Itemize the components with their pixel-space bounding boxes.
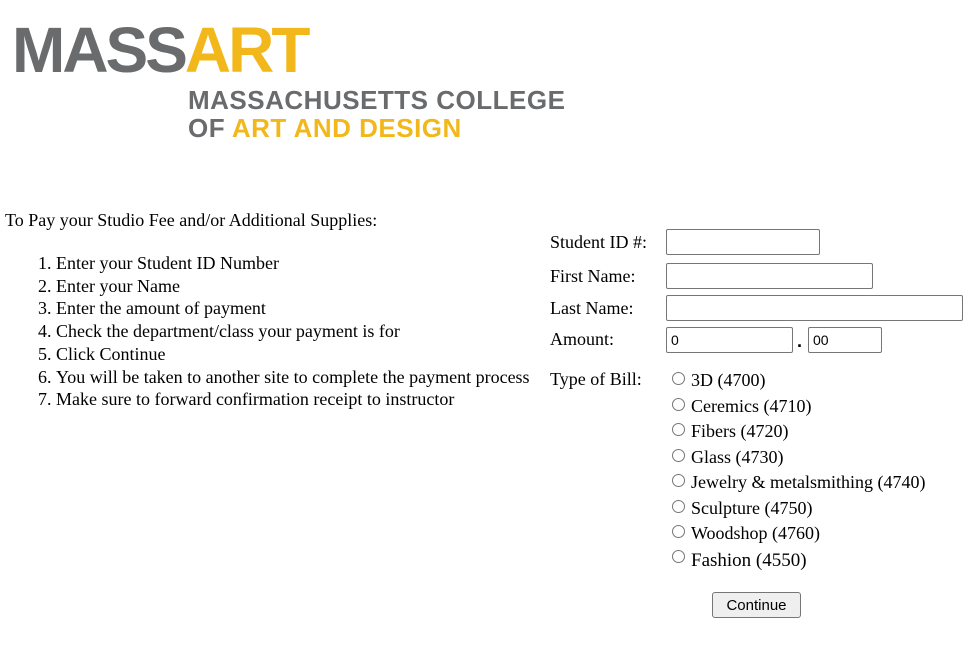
radio-button[interactable]	[672, 474, 685, 487]
radio-button[interactable]	[672, 525, 685, 538]
bill-option-sculpture[interactable]	[672, 497, 812, 519]
bill-option-woodshop[interactable]	[672, 522, 820, 544]
bill-option-label: Woodshop (4760)	[691, 522, 821, 543]
radio-button[interactable]	[672, 372, 685, 385]
first-name-input[interactable]	[666, 263, 873, 289]
radio-button[interactable]	[672, 449, 685, 462]
bill-type-label: Type of Bill:	[550, 369, 642, 389]
bill-option-jewelry[interactable]	[672, 471, 925, 493]
radio-button[interactable]	[672, 550, 685, 563]
logo-college-name-line1: MASSACHUSETTS COLLEGE	[188, 85, 566, 115]
amount-decimal-separator: .	[797, 331, 803, 351]
radio-button[interactable]	[672, 398, 685, 411]
continue-button[interactable]: Continue	[712, 592, 801, 618]
student-id-label: Student ID #:	[550, 232, 647, 252]
instruction-step: 5. Click Continue	[56, 343, 576, 366]
last-name-label: Last Name:	[550, 298, 634, 318]
instruction-step: 6. You will be taken to another site to complete the payment process	[56, 366, 576, 389]
bill-option-ceremics[interactable]	[672, 395, 811, 417]
instruction-step: 2. Enter your Name	[56, 275, 576, 298]
bill-option-label: Sculpture (4750)	[691, 497, 813, 518]
radio-button[interactable]	[672, 500, 685, 513]
instructions-intro: To Pay your Studio Fee and/or Additional Supplies:	[5, 210, 378, 230]
instruction-step: 4. Check the department/class your payment is for	[56, 320, 576, 343]
bill-option-fibers[interactable]	[672, 420, 789, 442]
amount-dollars-input[interactable]	[666, 327, 793, 353]
bill-option-fashion[interactable]	[672, 550, 807, 572]
bill-option-label: Fibers (4720)	[691, 420, 789, 441]
amount-cents-input[interactable]	[808, 327, 882, 353]
student-id-input[interactable]	[666, 229, 820, 255]
bill-option-label: Jewelry & metalsmithing (4740)	[691, 471, 926, 492]
bill-option-label: 3D (4700)	[691, 369, 766, 390]
instruction-step: 3. Enter the amount of payment	[56, 297, 576, 320]
logo-college-name-line2: OF ART AND DESIGN	[188, 113, 462, 143]
massart-logo	[12, 14, 612, 143]
last-name-input[interactable]	[666, 295, 963, 321]
instructions-list	[12, 252, 576, 411]
radio-button[interactable]	[672, 423, 685, 436]
instruction-step: 1. Enter your Student ID Number	[56, 252, 576, 275]
amount-label: Amount:	[550, 329, 615, 349]
bill-option-label: Glass (4730)	[691, 446, 784, 467]
bill-option-label: Ceremics (4710)	[691, 395, 812, 416]
bill-option-3d[interactable]	[672, 369, 766, 391]
instruction-step: 7. Make sure to forward confirmation receipt to instructor	[56, 388, 576, 411]
logo-wordmark: MASSART	[12, 14, 308, 86]
bill-option-label: Fashion (4550)	[691, 550, 807, 571]
first-name-label: First Name:	[550, 266, 636, 286]
bill-option-glass[interactable]	[672, 446, 784, 468]
